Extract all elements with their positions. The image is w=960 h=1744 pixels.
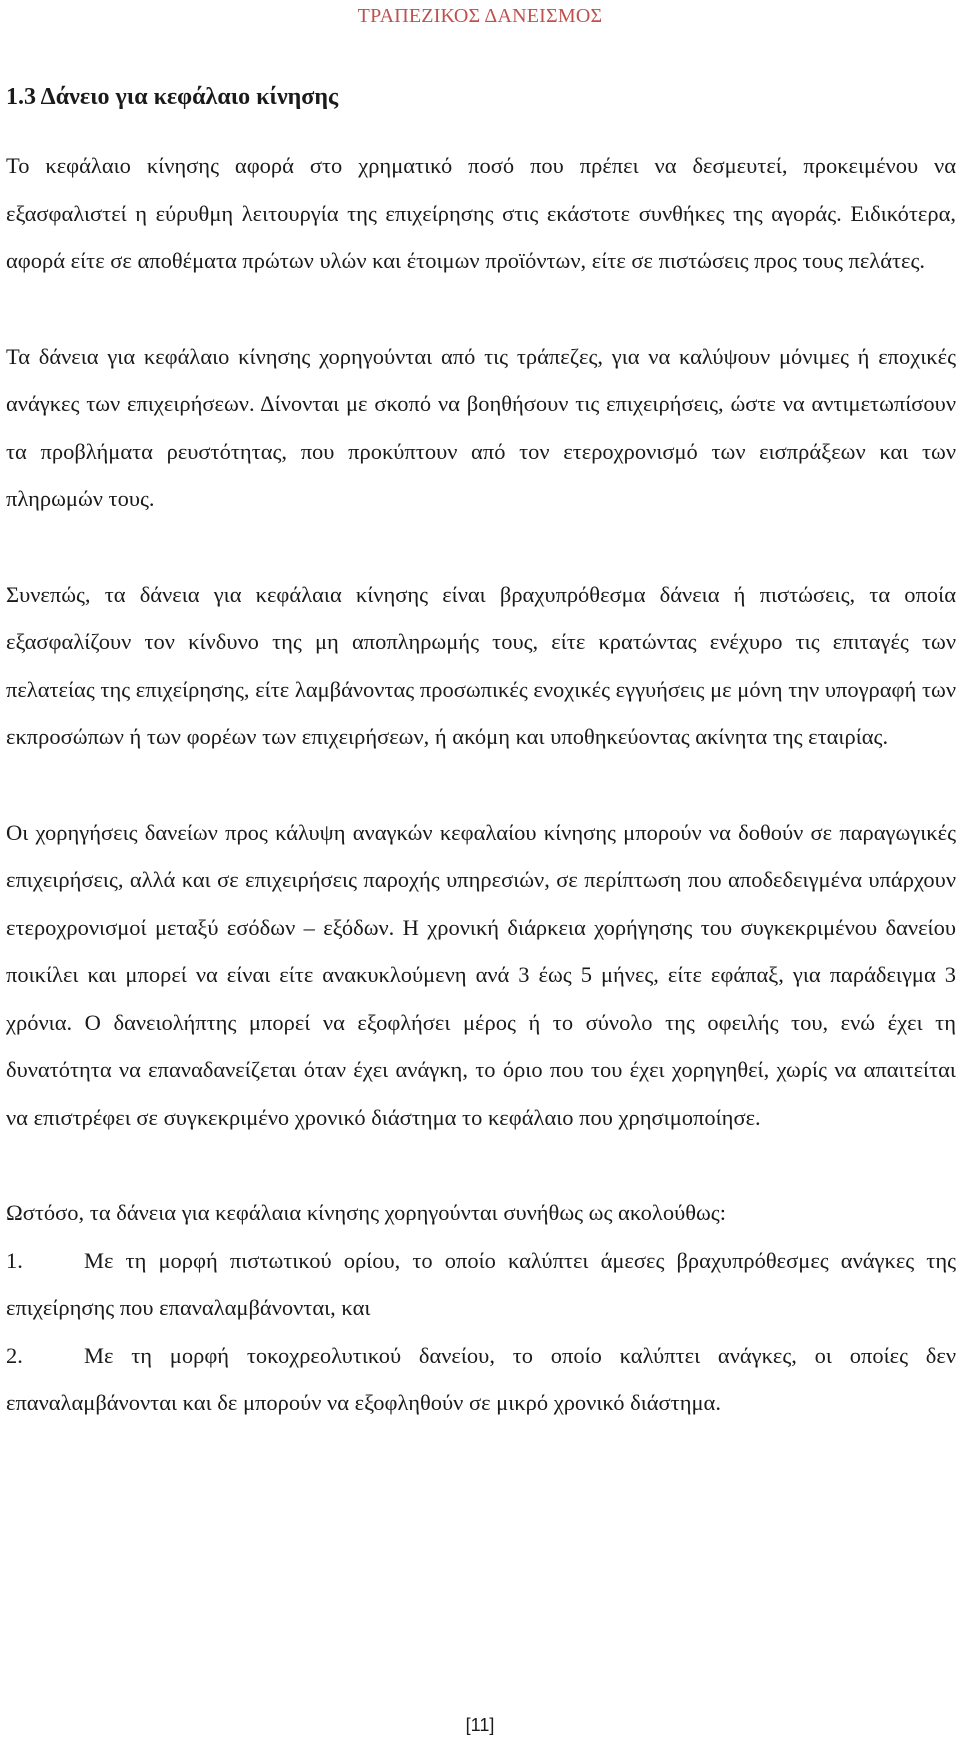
list-item-text: Με τη μορφή πιστωτικού ορίου, το οποίο καλύπτει άμεσες βραχυπρόθεσμες ανάγκες της επιχείρησης που επαναλαμβάνονται, και [6, 1247, 956, 1320]
list-item-number: 1. [6, 1247, 23, 1273]
paragraph-short-term-loans: Συνεπώς, τα δάνεια για κεφάλαια κίνησης είναι βραχυπρόθεσμα δάνεια ή πιστώσεις, τα οποία εξασφαλίζουν τον κίνδυνο της μη αποπληρωμής τους, είτε κρατώντας ενέχυρο τις επιταγές των πελατείας της επιχείρησης, είτε λαμβάνοντας προσωπικές ενοχικές εγγυήσεις με μόνη την υπογραφή των εκπροσώπων ή των φορέων των επιχειρήσεων, ή ακόμη και υποθηκεύοντας ακίνητα της εταιρίας. [6, 581, 956, 749]
section-heading: 1.3 Δάνειο για κεφάλαιο κίνησης [6, 84, 339, 110]
list-item-number: 2. [6, 1342, 23, 1368]
paragraph-list-intro: Ωστόσο, τα δάνεια για κεφάλαια κίνησης χορηγούνται συνήθως ως ακολούθως: [6, 1200, 726, 1225]
list-item [6, 1237, 956, 1332]
paragraph-loan-purpose: Τα δάνεια για κεφάλαιο κίνησης χορηγούνται από τις τράπεζες, για να καλύψουν μόνιμες ή εποχικές ανάγκες των επιχειρήσεων. Δίνονται με σκοπό να βοηθήσουν τις επιχειρήσεις, ώστε να αντιμετωπίσουν τα προβλήματα ρευστότητας, που προκύπτουν από τον ετεροχρονισμό των εισπράξεων και των πληρωμών τους. [6, 343, 956, 511]
paragraph-loan-terms: Οι χορηγήσεις δανείων προς κάλυψη αναγκών κεφαλαίου κίνησης μπορούν να δοθούν σε παραγωγικές επιχειρήσεις, αλλά και σε επιχειρήσεις παροχής υπηρεσιών, σε περίπτωση που αποδεδειγμένα υπάρχουν ετεροχρονισμοί μεταξύ εσόδων – εξόδων. Η χρονική διάρκεια χορήγησης του συγκεκριμένου δανείου ποικίλει και μπορεί να είναι είτε ανακυκλούμενη ανά 3 έως 5 μήνες, είτε εφάπαξ, για παράδειγμα 3 χρόνια. Ο δανειολήπτης μπορεί να εξοφλήσει μέρος ή το σύνολο της οφειλής του, ενώ έχει τη δυνατότητα να επαναδανείζεται όταν έχει ανάγκη, το όριο που του έχει χορηγηθεί, χωρίς να απαιτείται να επιστρέφει σε συγκεκριμένο χρονικό διάστημα το κεφάλαιο που χρησιμοποίησε. [6, 819, 956, 1130]
list-item [6, 1332, 956, 1427]
list-item-text: Με τη μορφή τοκοχρεολυτικού δανείου, το οποίο καλύπτει ανάγκες, οι οποίες δεν επαναλαμβάνονται και δε μπορούν να εξοφληθούν σε μικρό χρονικό διάστημα. [6, 1342, 956, 1415]
paragraph-working-capital-definition: Το κεφάλαιο κίνησης αφορά στο χρηματικό ποσό που πρέπει να δεσμευτεί, προκειμένου να εξασφαλιστεί η εύρυθμη λειτουργία της επιχείρησης στις εκάστοτε συνθήκες της αγοράς. Ειδικότερα, αφορά είτε σε αποθέματα πρώτων υλών και έτοιμων προϊόντων, είτε σε πιστώσεις προς τους πελάτες. [6, 153, 956, 273]
page-body [6, 82, 956, 1427]
spacer [6, 285, 956, 333]
spacer [6, 112, 956, 142]
spacer [6, 523, 956, 571]
page-number: [11] [465, 1715, 495, 1735]
running-header: ΤΡΑΠΕΖΙΚΟΣ ΔΑΝΕΙΣΜΟΣ [357, 5, 603, 27]
spacer [6, 1141, 956, 1189]
spacer [6, 761, 956, 809]
